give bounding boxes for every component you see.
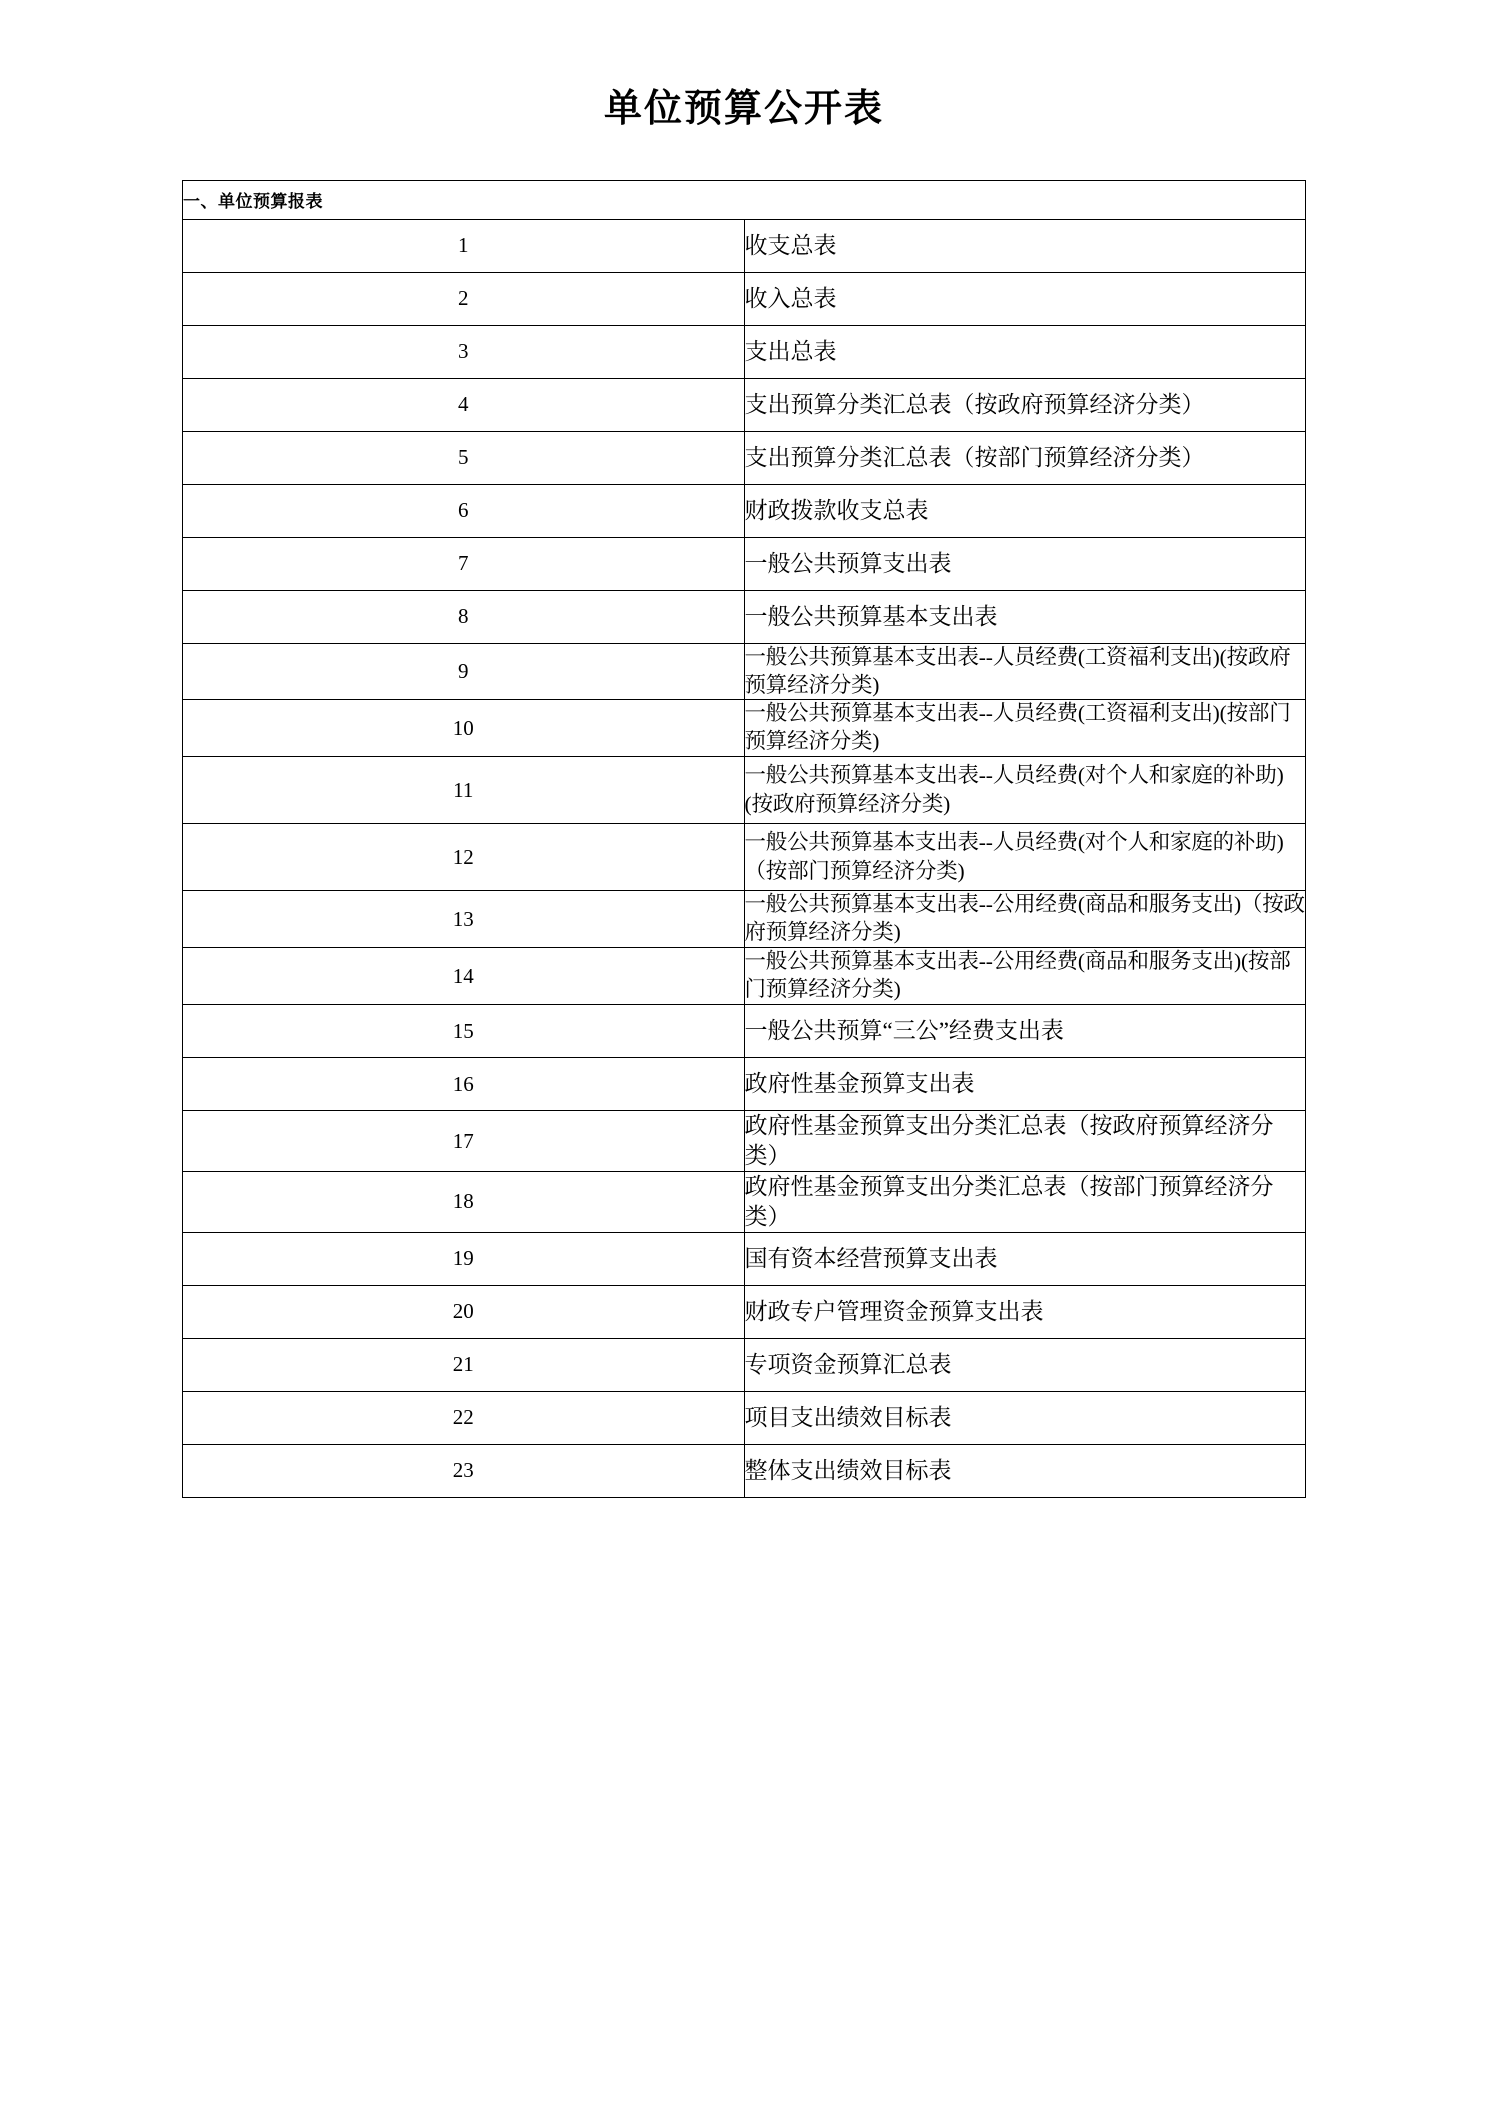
row-name: 项目支出绩效目标表 bbox=[744, 1391, 1306, 1444]
row-number: 11 bbox=[183, 757, 745, 824]
row-number: 7 bbox=[183, 537, 745, 590]
budget-table-container bbox=[182, 180, 1306, 1498]
table-row bbox=[183, 757, 1306, 824]
row-name: 一般公共预算基本支出表--人员经费(工资福利支出)(按部门预算经济分类) bbox=[744, 700, 1306, 757]
row-name: 一般公共预算基本支出表 bbox=[744, 590, 1306, 643]
table-row bbox=[183, 325, 1306, 378]
row-number: 6 bbox=[183, 484, 745, 537]
row-name: 国有资本经营预算支出表 bbox=[744, 1232, 1306, 1285]
row-number: 18 bbox=[183, 1171, 745, 1232]
table-row bbox=[183, 1444, 1306, 1497]
table-row bbox=[183, 219, 1306, 272]
row-number: 22 bbox=[183, 1391, 745, 1444]
row-name: 专项资金预算汇总表 bbox=[744, 1338, 1306, 1391]
table-row bbox=[183, 891, 1306, 948]
row-number: 13 bbox=[183, 891, 745, 948]
row-name: 财政拨款收支总表 bbox=[744, 484, 1306, 537]
table-row bbox=[183, 1391, 1306, 1444]
row-number: 12 bbox=[183, 824, 745, 891]
row-number: 10 bbox=[183, 700, 745, 757]
row-number: 1 bbox=[183, 219, 745, 272]
row-name: 一般公共预算基本支出表--公用经费(商品和服务支出)(按部门预算经济分类) bbox=[744, 948, 1306, 1005]
table-section-row bbox=[183, 180, 1306, 219]
row-name: 政府性基金预算支出分类汇总表（按部门预算经济分类） bbox=[744, 1171, 1306, 1232]
table-row bbox=[183, 1232, 1306, 1285]
row-name: 一般公共预算支出表 bbox=[744, 537, 1306, 590]
row-number: 16 bbox=[183, 1058, 745, 1111]
row-name: 支出总表 bbox=[744, 325, 1306, 378]
row-name: 一般公共预算基本支出表--公用经费(商品和服务支出)（按政府预算经济分类) bbox=[744, 891, 1306, 948]
table-body bbox=[183, 180, 1306, 1497]
page-title: 单位预算公开表 bbox=[603, 86, 884, 130]
row-number: 3 bbox=[183, 325, 745, 378]
row-number: 19 bbox=[183, 1232, 745, 1285]
row-number: 21 bbox=[183, 1338, 745, 1391]
row-name: 一般公共预算基本支出表--人员经费(工资福利支出)(按政府预算经济分类) bbox=[744, 643, 1306, 700]
row-number: 20 bbox=[183, 1285, 745, 1338]
row-number: 5 bbox=[183, 431, 745, 484]
table-row bbox=[183, 1111, 1306, 1172]
row-number: 14 bbox=[183, 948, 745, 1005]
table-row bbox=[183, 378, 1306, 431]
row-number: 23 bbox=[183, 1444, 745, 1497]
table-row bbox=[183, 948, 1306, 1005]
row-name: 政府性基金预算支出分类汇总表（按政府预算经济分类） bbox=[744, 1111, 1306, 1172]
row-number: 17 bbox=[183, 1111, 745, 1172]
row-name: 一般公共预算基本支出表--人员经费(对个人和家庭的补助)(按政府预算经济分类) bbox=[744, 757, 1306, 824]
section-header-cell: 一、单位预算报表 bbox=[183, 180, 1306, 219]
table-row bbox=[183, 537, 1306, 590]
row-name: 收入总表 bbox=[744, 272, 1306, 325]
row-number: 9 bbox=[183, 643, 745, 700]
row-name: 一般公共预算“三公”经费支出表 bbox=[744, 1005, 1306, 1058]
row-name: 政府性基金预算支出表 bbox=[744, 1058, 1306, 1111]
table-row bbox=[183, 431, 1306, 484]
row-number: 4 bbox=[183, 378, 745, 431]
row-name: 支出预算分类汇总表（按部门预算经济分类） bbox=[744, 431, 1306, 484]
row-number: 2 bbox=[183, 272, 745, 325]
table-row bbox=[183, 1005, 1306, 1058]
row-name: 一般公共预算基本支出表--人员经费(对个人和家庭的补助)（按部门预算经济分类) bbox=[744, 824, 1306, 891]
table-row bbox=[183, 643, 1306, 700]
budget-report-table bbox=[182, 180, 1306, 1498]
table-row bbox=[183, 700, 1306, 757]
row-name: 收支总表 bbox=[744, 219, 1306, 272]
table-row bbox=[183, 590, 1306, 643]
row-number: 8 bbox=[183, 590, 745, 643]
table-row bbox=[183, 1058, 1306, 1111]
table-row bbox=[183, 1338, 1306, 1391]
row-name: 支出预算分类汇总表（按政府预算经济分类） bbox=[744, 378, 1306, 431]
table-row bbox=[183, 1285, 1306, 1338]
table-row bbox=[183, 824, 1306, 891]
row-number: 15 bbox=[183, 1005, 745, 1058]
table-row bbox=[183, 484, 1306, 537]
table-row bbox=[183, 1171, 1306, 1232]
row-name: 财政专户管理资金预算支出表 bbox=[744, 1285, 1306, 1338]
table-row bbox=[183, 272, 1306, 325]
row-name: 整体支出绩效目标表 bbox=[744, 1444, 1306, 1497]
